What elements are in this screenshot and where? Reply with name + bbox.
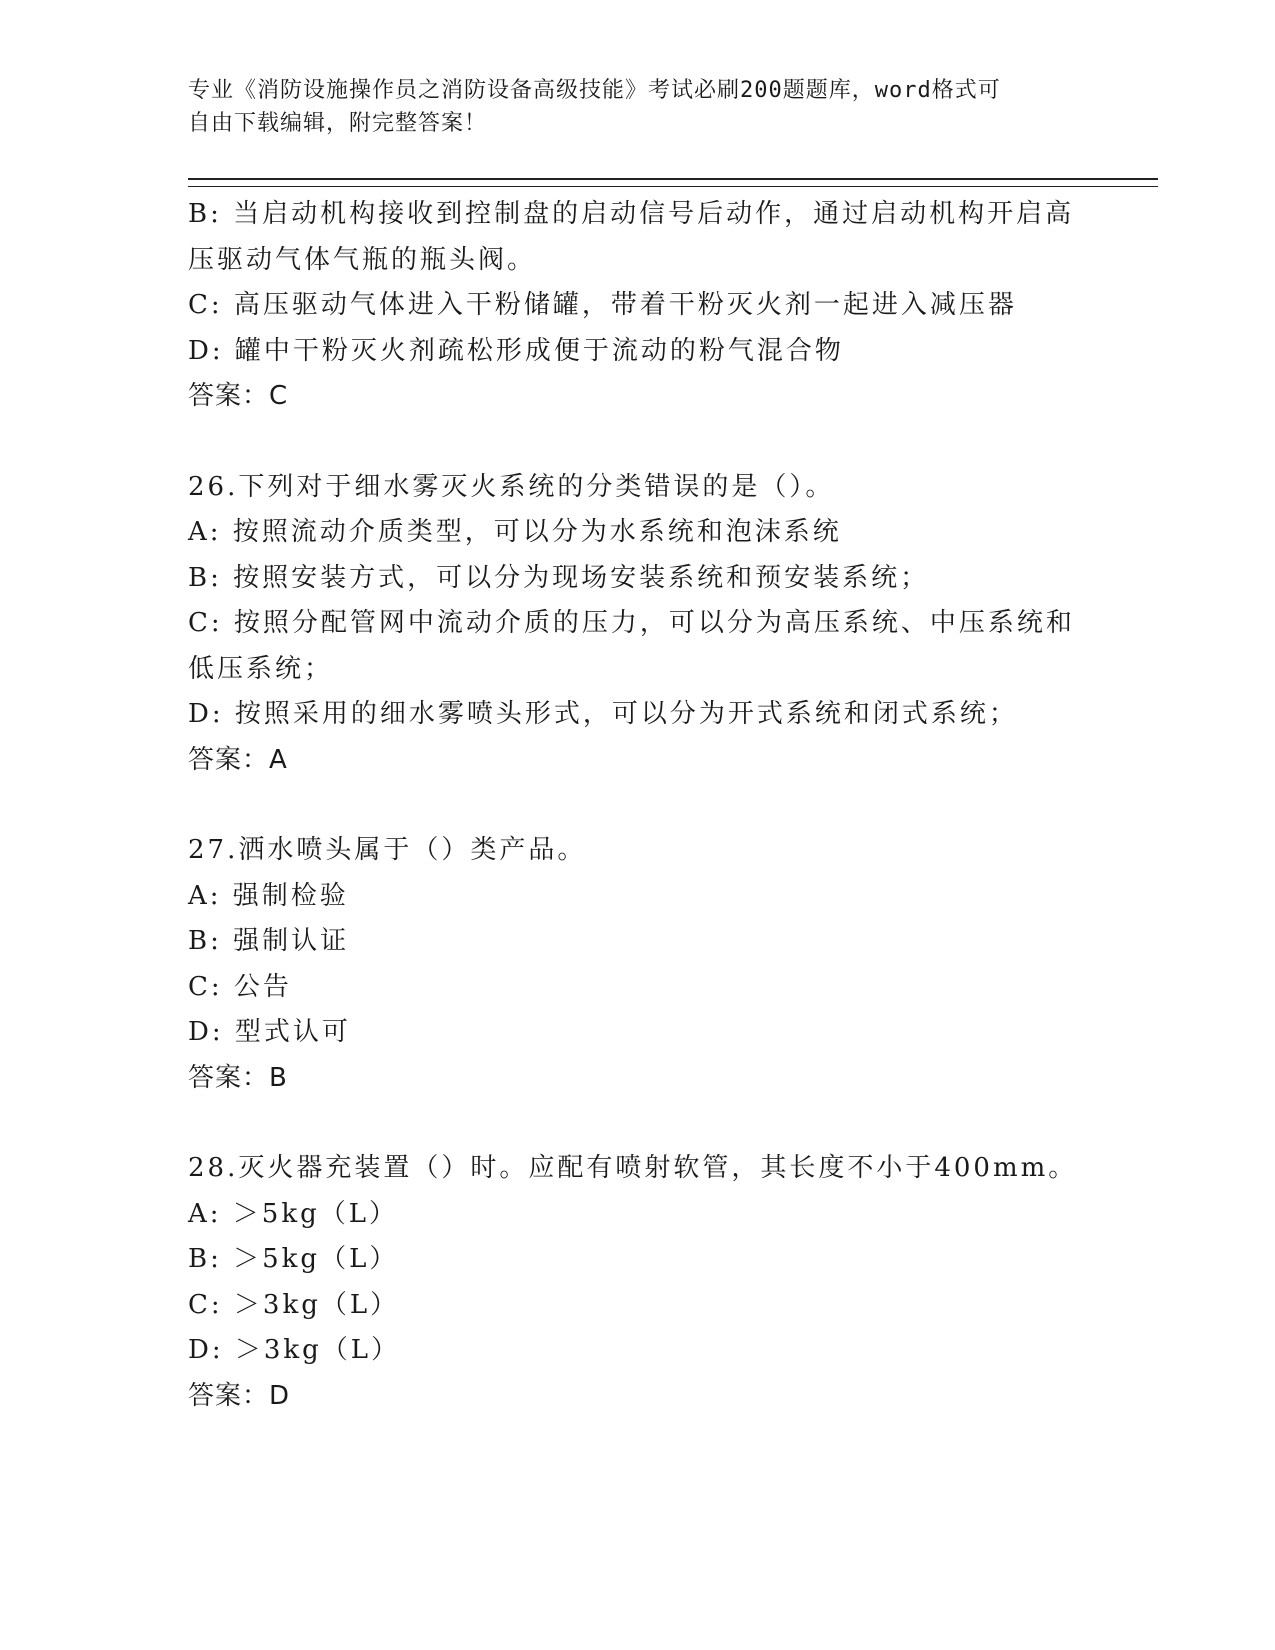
option-a: A: 强制检验	[188, 880, 349, 911]
option-d: D: 型式认可	[188, 1017, 351, 1047]
option-b: B: 按照安装方式，可以分为现场安装系统和预安装系统；	[188, 562, 930, 593]
document-header	[188, 74, 1088, 140]
option-c: C: 按照分配管网中流动介质的压力，可以分为高压系统、中压系统和低压系统；	[188, 608, 1075, 684]
spacer	[188, 783, 1088, 828]
option-d: D: 罐中干粉灭火剂疏松形成便于流动的粉气混合物	[188, 335, 844, 366]
option-b: B: ＞5kg（L）	[188, 1244, 399, 1274]
question-26	[188, 465, 1088, 784]
question-text: 27.洒水喷头属于（）类产品。	[188, 835, 587, 865]
header-line-1: 专业《消防设施操作员之消防设备高级技能》考试必刷200题题库，word格式可	[188, 78, 1001, 103]
question-25-tail	[188, 192, 1088, 420]
option-b: B: 强制认证	[188, 926, 350, 956]
option-d: D: ＞3kg（L）	[188, 1335, 401, 1365]
answer: 答案：C	[188, 381, 289, 411]
answer: 答案：A	[188, 744, 288, 775]
answer: 答案：B	[188, 1062, 288, 1093]
spacer	[188, 420, 1088, 465]
question-text: 28.灭火器充装置（）时。应配有喷射软管，其长度不小于400mm。	[188, 1153, 1078, 1183]
option-a: A: 按照流动介质类型，可以分为水系统和泡沫系统	[188, 517, 842, 547]
option-a: A: ＞5kg（L）	[188, 1198, 399, 1229]
question-text: 26.下列对于细水雾灭火系统的分类错误的是（）。	[188, 471, 835, 502]
question-list	[188, 192, 1088, 1419]
header-line-2: 自由下载编辑，附完整答案！	[188, 111, 488, 136]
header-divider	[188, 178, 1158, 187]
option-d: D: 按照采用的细水雾喷头形式，可以分为开式系统和闭式系统；	[188, 699, 1018, 729]
option-c: C: ＞3kg（L）	[188, 1289, 400, 1320]
question-27	[188, 828, 1088, 1101]
option-b: B: 当启动机构接收到控制盘的启动信号后动作，通过启动机构开启高压驱动气体气瓶的瓶头阀。	[188, 199, 1075, 275]
spacer	[188, 1101, 1088, 1146]
option-c: C: 高压驱动气体进入干粉储罐，带着干粉灭火剂一起进入减压器	[188, 290, 1017, 320]
answer: 答案：D	[188, 1380, 291, 1411]
question-28	[188, 1146, 1088, 1419]
option-c: C: 公告	[188, 971, 292, 1002]
